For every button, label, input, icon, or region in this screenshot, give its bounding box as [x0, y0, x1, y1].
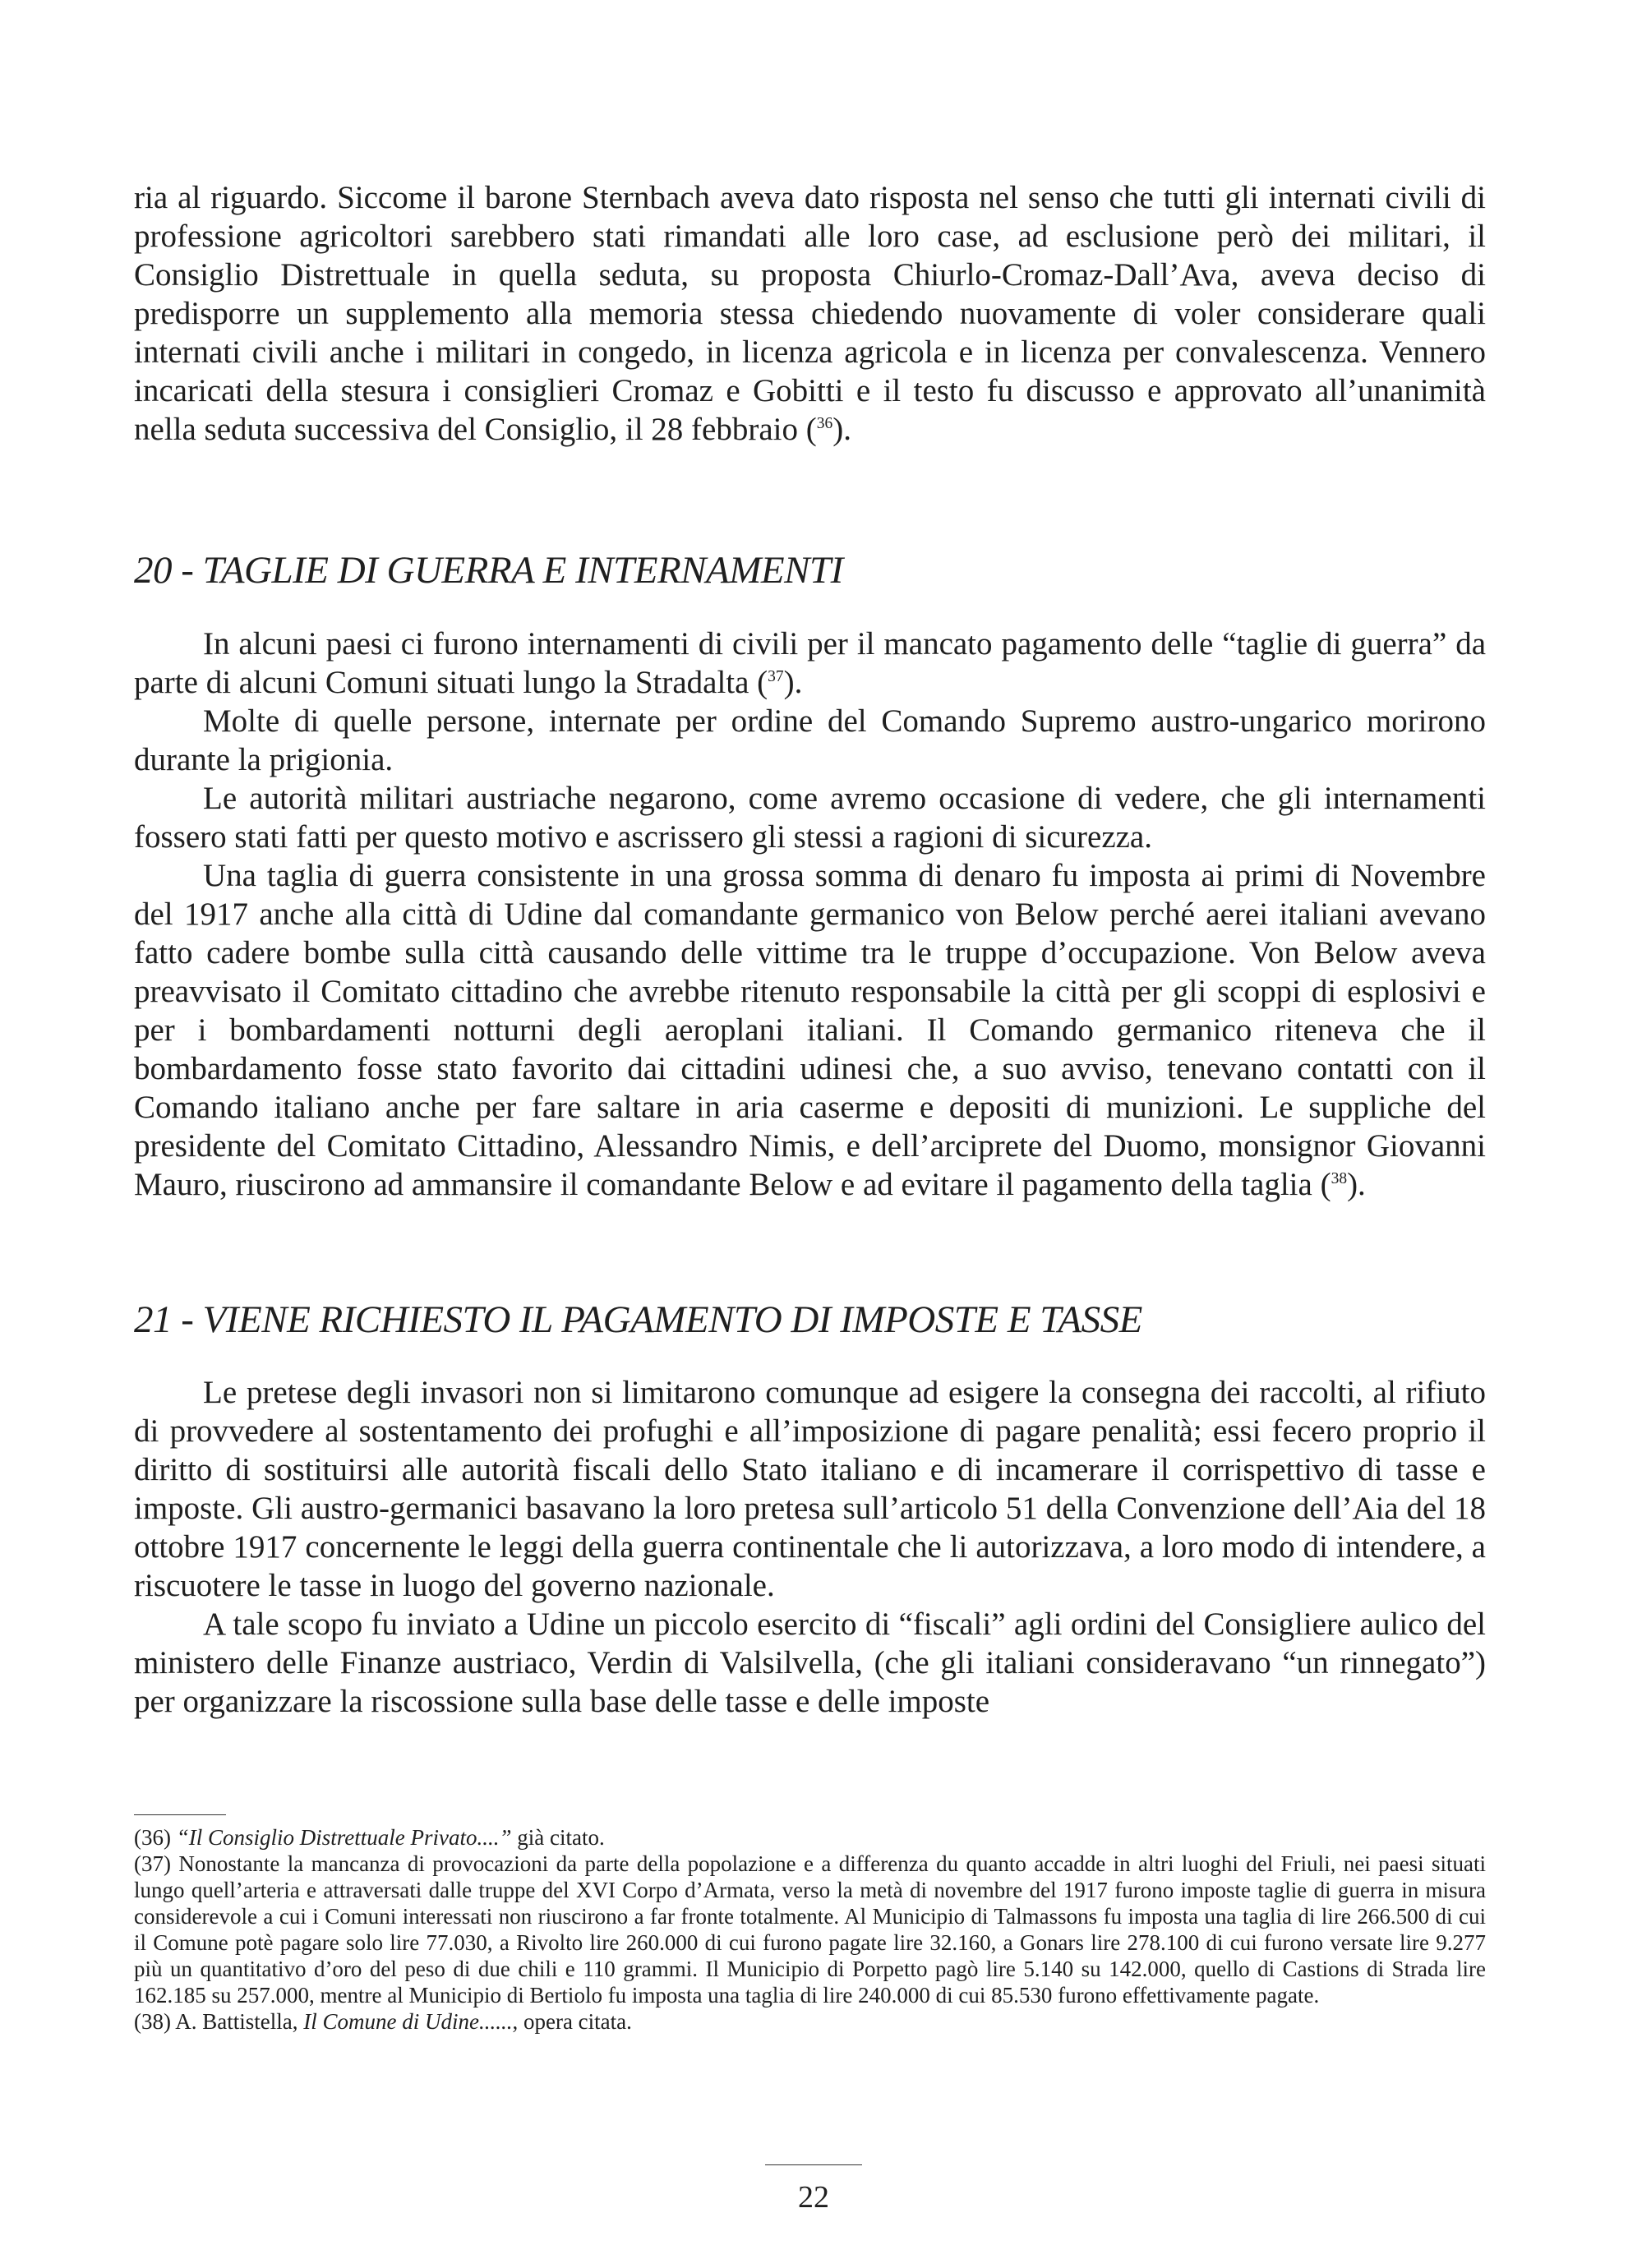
section-21-heading: 21 - VIENE RICHIESTO IL PAGAMENTO DI IMPOSTE E TASSE — [134, 1298, 1142, 1341]
footnote-ref-36: 36 — [816, 415, 833, 432]
footnote-ref-37: 37 — [768, 668, 784, 685]
paragraph: Le pretese degli invasori non si limitarono comunque ad esigere la consegna dei raccolti, al rifiuto di provvedere al sostentamento dei profughi e all’imposizione di pagare penalità; essi fecero proprio il diritto di sostituirsi alle autorità fiscali dello Stato italiano e di incamerare il corrispettivo di tasse e imposte. Gli austro-germanici basavano la loro pretesa sull’articolo 51 della Convenzione dell’Aia del 18 ottobre 1917 concernente le leggi della guerra continentale che li autorizzava, a loro modo di intendere, a riscuotere le tasse in luogo del governo nazionale. — [134, 1375, 1486, 1603]
footnote-38: (38) A. Battistella, Il Comune di Udine......, opera citata. — [134, 2009, 632, 2034]
footnote-36: (36) “Il Consiglio Distrettuale Privato....” già citato. — [134, 1825, 605, 1850]
footnote-separator — [134, 1814, 226, 1815]
paragraph: Molte di quelle persone, internate per ordine del Comando Supremo austro-ungarico morirono durante la prigionia. — [134, 703, 1486, 777]
section-20-heading: 20 - TAGLIE DI GUERRA E INTERNAMENTI — [134, 549, 843, 592]
paragraph: In alcuni paesi ci furono internamenti di civili per il mancato pagamento delle “taglie di guerra” da parte di alcuni Comuni situati lungo la Stradalta ($^{37}$). — [134, 626, 1486, 700]
footnote-ref-38: 38 — [1331, 1170, 1348, 1187]
page-number: 22 — [798, 2180, 829, 2215]
footnote-37: (37) Nonostante la mancanza di provocazioni da parte della popolazione e a differenza du quanto accadde in altri luoghi del Friuli, nei paesi situati lungo quell’arteria e attraversati dalle truppe del XVI Corpo d’Armata, verso la metà di novembre del 1917 furono imposte taglie di guerra in misura considerevole a cui i Comuni interessati non riuscirono a far fronte totalmente. Al Municipio di Talmassons fu imposta una taglia di lire 266.500 di cui il Comune potè pagare solo lire 77.030, a Rivolto lire 260.000 di cui furono pagate lire 32.160, a Gonars lire 278.100 di cui furono versate lire 9.277 più un quantitativo d’oro del peso di due chili e 110 grammi. Il Municipio di Porpetto pagò lire 5.140 su 142.000, quello di Castions di Strada lire 162.185 su 257.000, mentre al Municipio di Bertiolo fu imposta una taglia di lire 240.000 di cui 85.530 furono effettivamente pagate. — [134, 1851, 1486, 2008]
footnotes — [134, 1824, 1486, 2035]
section-21-body — [134, 1373, 1486, 1721]
paragraph: Le autorità militari austriache negarono, come avremo occasione di vedere, che gli internamenti fossero stati fatti per questo motivo e ascrissero gli stessi a ragioni di sicurezza. — [134, 781, 1486, 855]
paragraph: Una taglia di guerra consistente in una grossa somma di denaro fu imposta ai primi di Novembre del 1917 anche alla città di Udine dal comandante germanico von Below perché aerei italiani avevano fatto cadere bombe sulla città causando delle vittime tra le truppe d’occupazione. Von Below aveva preavvisato il Comitato cittadino che avrebbe ritenuto responsabile la città per gli scoppi di esplosivi e per i bombardamenti notturni degli aeroplani italiani. Il Comando germanico riteneva che il bombardamento fosse stato favorito dai cittadini udinesi che, a suo avviso, tenevano contatti con il Comando italiano anche per fare saltare in aria caserme e depositi di munizioni. Le suppliche del presidente del Comitato Cittadino, Alessandro Nimis, e dell’arciprete del Duomo, monsignor Giovanni Mauro, riuscirono ad ammansire il comandante Below e ad evitare il pagamento della taglia ($^{38}$). — [134, 858, 1486, 1202]
page-number-rule — [765, 2164, 862, 2165]
continuation-paragraph: ria al riguardo. Siccome il barone Sternbach aveva dato risposta nel senso che tutti gli internati civili di professione agricoltori sarebbero stati rimandati alle loro case, ad esclusione però dei militari, il Consiglio Distrettuale in quella seduta, su proposta Chiurlo-Cromaz-Dall’Ava, aveva deciso di predisporre un supplemento alla memoria stessa chiedendo nuovamente di voler considerare quali internati civili anche i militari in congedo, in licenza agricola e in licenza per convalescenza. Vennero incaricati della stesura i consiglieri Cromaz e Gobitti e il testo fu discusso e approvato all’unanimità nella seduta successiva del Consiglio, il 28 febbraio ($^{36}$). — [134, 180, 1486, 447]
top-paragraph — [134, 178, 1486, 449]
paragraph: A tale scopo fu inviato a Udine un piccolo esercito di “fiscali” agli ordini del Consigliere aulico del ministero delle Finanze austriaco, Verdin di Valsilvella, (che gli italiani consideravano “un rinnegato”) per organizzare la riscossione sulla base delle tasse e delle imposte — [134, 1606, 1486, 1719]
section-20-body — [134, 625, 1486, 1204]
